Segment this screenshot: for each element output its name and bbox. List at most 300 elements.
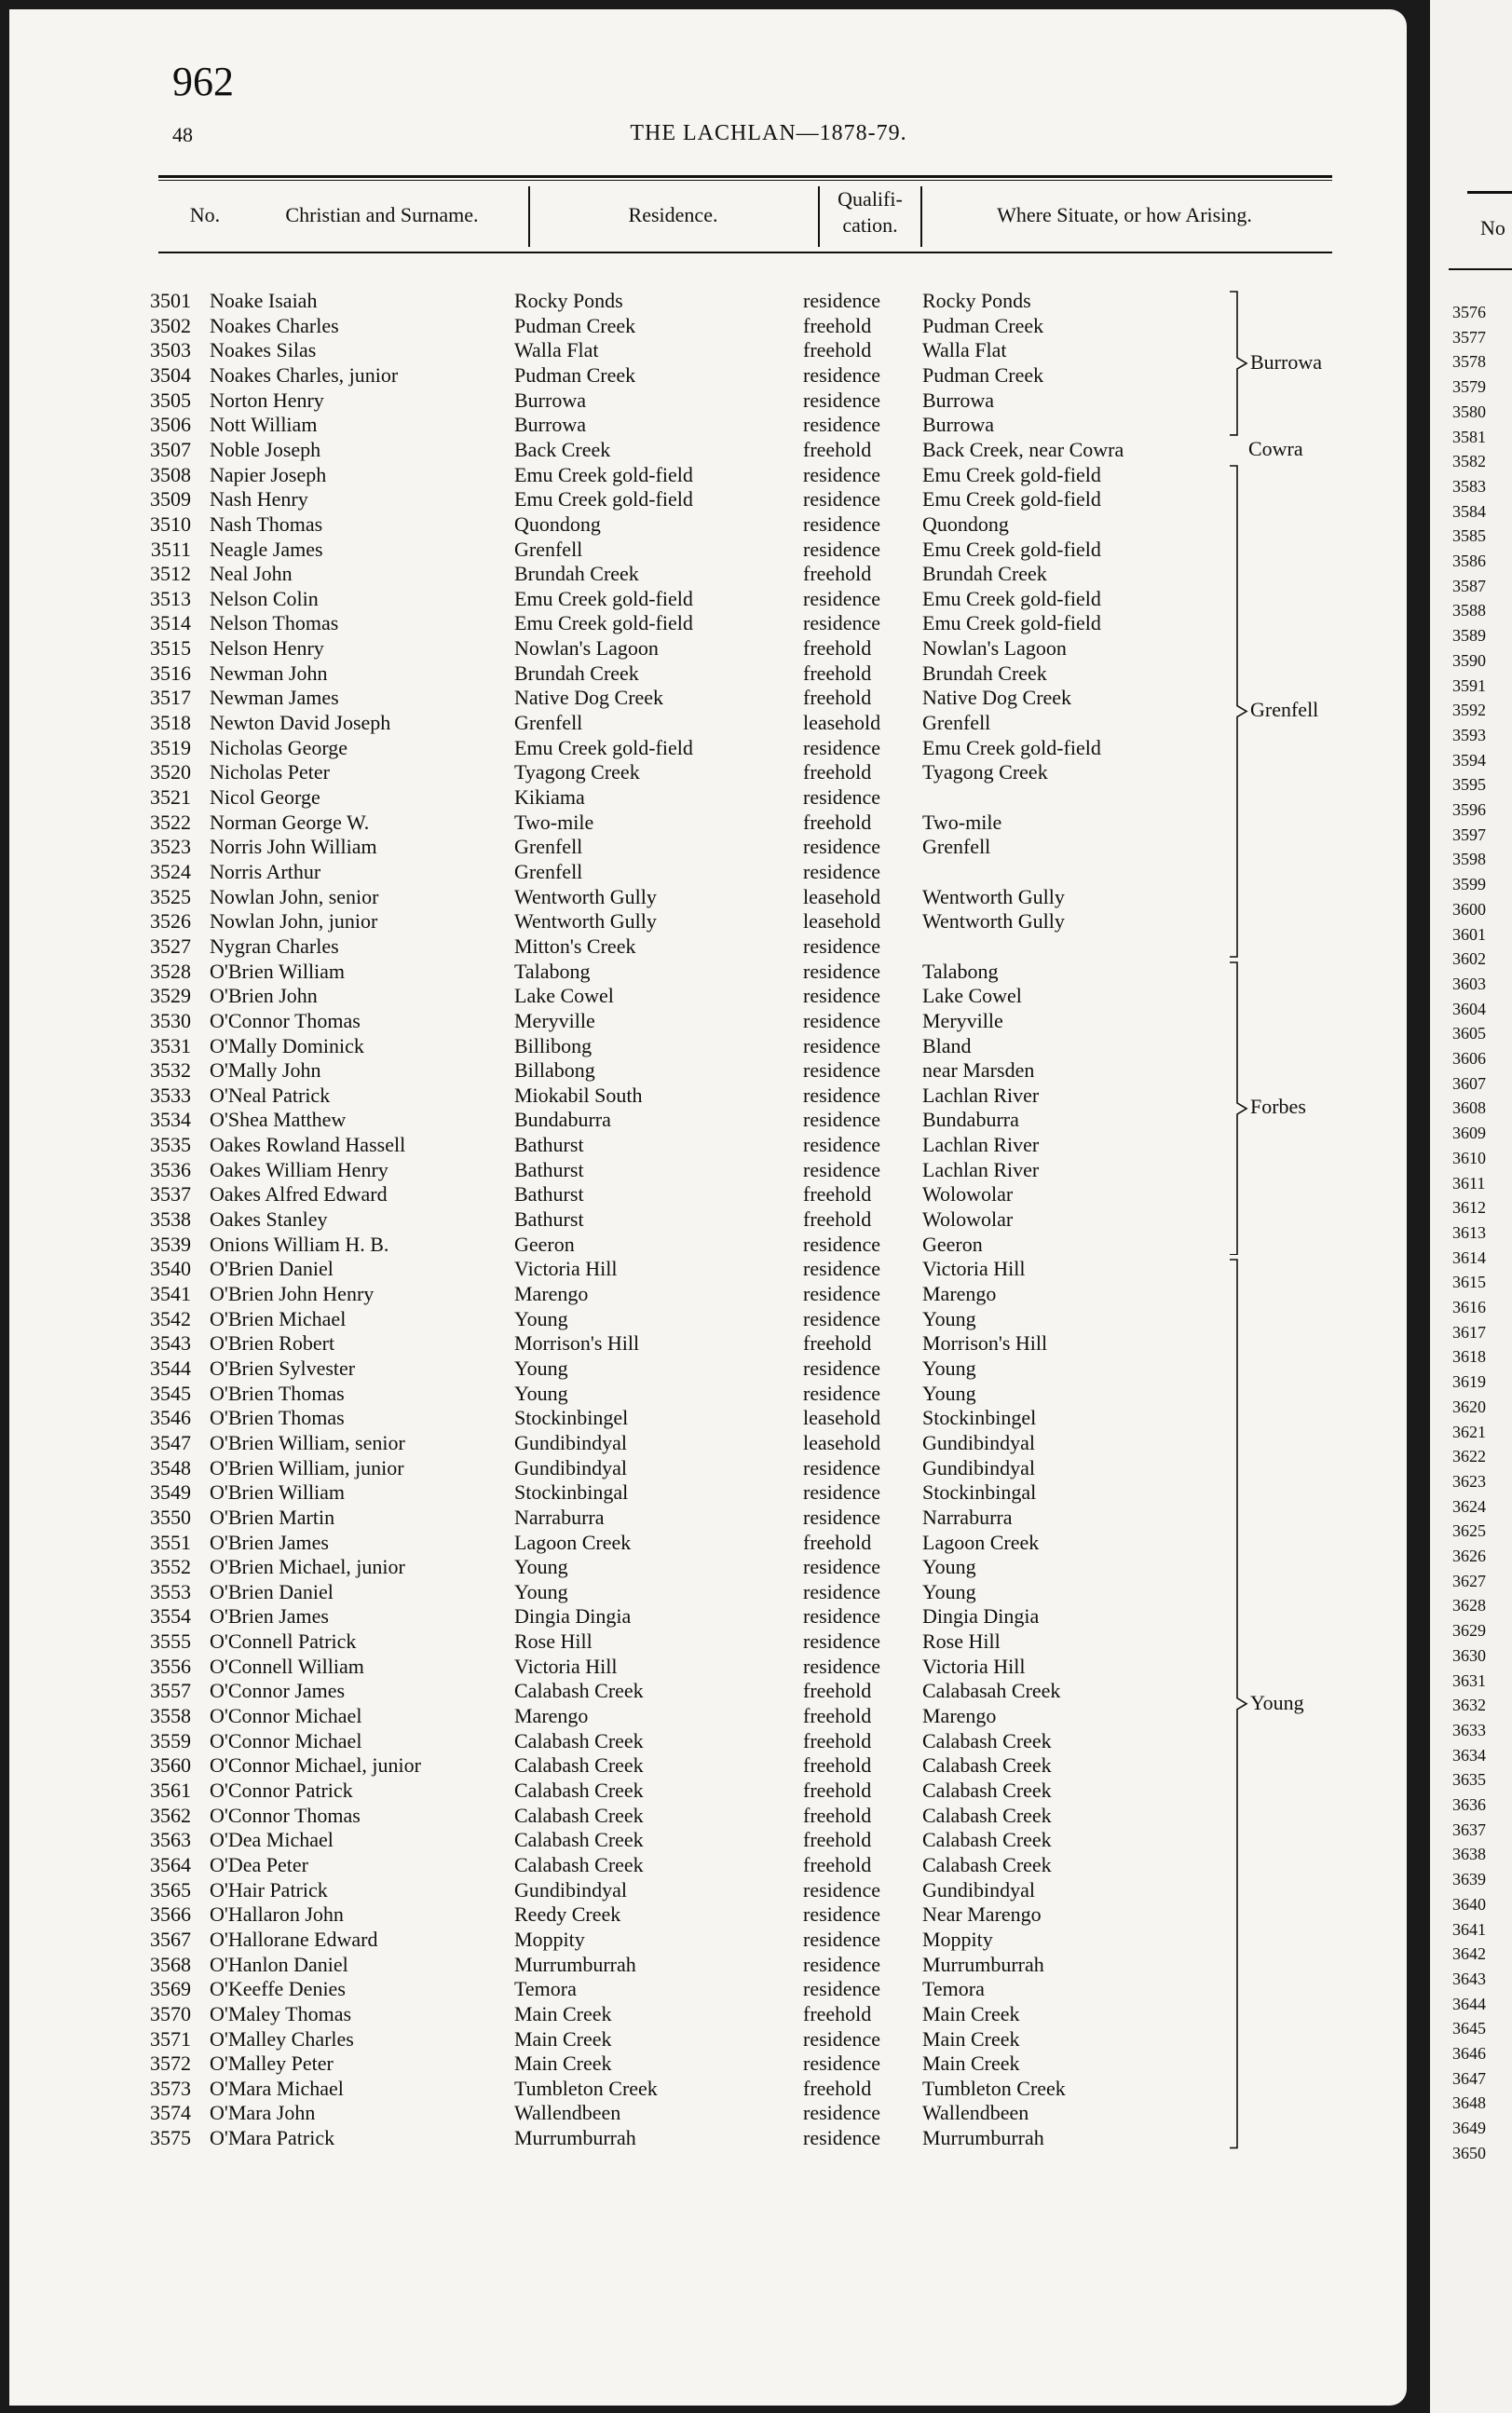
entry-where-situate: Wolowolar (922, 1207, 1014, 1232)
adjacent-entry-number: 3634 (1452, 1745, 1486, 1765)
adjacent-entry-number: 3633 (1452, 1720, 1486, 1739)
adjacent-entry-number: 3647 (1452, 2068, 1486, 2088)
entry-qualification: freehold (803, 1852, 872, 1876)
entry-residence: Talabong (514, 959, 591, 983)
entry-qualification: residence (803, 2101, 881, 2125)
entry-residence: Calabash Creek (514, 1852, 644, 1876)
entry-name: O'Brien John Henry (210, 1282, 375, 1305)
entry-number: 3512 (150, 562, 191, 586)
adjacent-entry-number: 3637 (1452, 1820, 1486, 1839)
adjacent-entry-number: 3638 (1452, 1845, 1486, 1864)
adjacent-entry-number: 3585 (1452, 526, 1486, 546)
entry-name: O'Connor Michael (210, 1704, 362, 1728)
entry-where-situate: Quondong (922, 511, 1009, 536)
adjacent-entry-number: 3618 (1452, 1347, 1486, 1367)
entry-number: 3573 (150, 2076, 191, 2100)
entry-qualification: residence (803, 462, 881, 486)
entry-qualification: residence (803, 1604, 881, 1629)
district-label: Burrowa (1250, 349, 1322, 374)
district-brace (1228, 291, 1248, 436)
district-brace (1228, 465, 1248, 958)
entry-residence: Burrowa (514, 413, 586, 437)
entry-name: Nash Henry (210, 487, 308, 511)
adjacent-entry-number: 3628 (1452, 1596, 1486, 1615)
entry-qualification: freehold (803, 1182, 872, 1206)
entry-name: O'Maley Thomas (210, 2001, 352, 2025)
entry-residence: Emu Creek gold-field (514, 487, 693, 511)
entry-where-situate: Moppity (922, 1927, 993, 1951)
adjacent-entry-number: 3616 (1452, 1298, 1486, 1316)
entry-qualification: residence (803, 1083, 881, 1107)
adjacent-page (1430, 0, 1512, 2413)
entry-where-situate: Morrison's Hill (922, 1331, 1048, 1356)
entry-residence: Emu Creek gold-field (514, 586, 693, 610)
entry-number: 3504 (150, 362, 191, 387)
entry-name: O'Brien John (210, 984, 318, 1008)
adjacent-entry-number: 3631 (1452, 1670, 1486, 1690)
entry-residence: Victoria Hill (514, 1257, 618, 1281)
entry-where-situate: Gundibindyal (922, 1430, 1035, 1454)
entry-name: O'Brien Daniel (210, 1257, 334, 1281)
entry-number: 3568 (150, 1952, 191, 1976)
folio-number: 962 (172, 59, 234, 104)
entry-residence: Billabong (514, 1058, 595, 1083)
entry-residence: Marengo (514, 1704, 589, 1728)
entry-number: 3526 (150, 909, 191, 934)
adjacent-entry-number: 3624 (1452, 1496, 1486, 1516)
entry-qualification: freehold (803, 1704, 872, 1728)
entry-number: 3520 (150, 760, 191, 784)
entry-qualification: freehold (803, 661, 872, 685)
entry-residence: Quondong (514, 511, 601, 536)
district-brace (1228, 961, 1248, 1256)
entry-qualification: residence (803, 1952, 881, 1976)
header-rule-bottom (158, 252, 1332, 253)
entry-where-situate: Calabash Creek (922, 1728, 1052, 1752)
adjacent-entry-number: 3597 (1452, 825, 1486, 844)
entry-qualification: residence (803, 289, 881, 312)
entry-residence: Gundibindyal (514, 1877, 627, 1902)
entry-number: 3531 (150, 1033, 191, 1057)
adjacent-entry-number: 3602 (1452, 949, 1486, 969)
entry-residence: Bundaburra (514, 1108, 611, 1132)
entry-name: O'Neal Patrick (210, 1083, 331, 1107)
entry-qualification: freehold (803, 686, 872, 710)
entry-where-situate: Lagoon Creek (922, 1530, 1040, 1554)
entry-where-situate: Two-mile (922, 810, 1002, 834)
entry-qualification: residence (803, 735, 881, 759)
entry-qualification: residence (803, 511, 881, 536)
adjacent-entry-number: 3583 (1452, 476, 1486, 496)
entry-where-situate: Gundibindyal (922, 1877, 1035, 1902)
entry-where-situate: Young (922, 1356, 976, 1380)
entry-name: O'Brien Michael (210, 1306, 347, 1330)
entry-residence: Bathurst (514, 1133, 584, 1157)
entry-residence: Murrumburrah (514, 2126, 636, 2150)
entry-number: 3517 (150, 686, 191, 710)
entry-qualification: freehold (803, 1803, 872, 1827)
entry-number: 3535 (150, 1133, 191, 1157)
entry-name: O'Brien Sylvester (210, 1356, 356, 1380)
entry-residence: Back Creek (514, 437, 611, 461)
entry-where-situate: Emu Creek gold-field (922, 735, 1101, 759)
entry-qualification: residence (803, 1033, 881, 1057)
entry-name: O'Malley Peter (210, 2052, 334, 2076)
entry-name: Noake Isaiah (210, 289, 318, 312)
entry-number: 3553 (150, 1579, 191, 1603)
entry-number: 3503 (150, 338, 191, 362)
entry-name: O'Connor Thomas (210, 1008, 361, 1032)
entry-number: 3510 (150, 511, 191, 536)
entry-residence: Murrumburrah (514, 1952, 636, 1976)
adjacent-rule-top (1467, 191, 1512, 194)
entry-name: O'Hair Patrick (210, 1877, 328, 1902)
entry-name: O'Mara John (210, 2101, 316, 2125)
entry-where-situate: Calabash Creek (922, 1803, 1052, 1827)
entry-qualification: freehold (803, 338, 872, 362)
entry-name: O'Brien Michael, junior (210, 1555, 405, 1579)
entry-where-situate: Rocky Ponds (922, 289, 1031, 312)
district-label: Grenfell (1250, 698, 1319, 722)
entry-where-situate: Calabasah Creek (922, 1679, 1061, 1703)
adjacent-entry-number: 3577 (1452, 327, 1486, 347)
entry-number: 3561 (150, 1779, 191, 1802)
entry-where-situate: Wentworth Gully (922, 884, 1065, 908)
district-label: Forbes (1250, 1095, 1306, 1119)
entry-where-situate: Emu Creek gold-field (922, 462, 1101, 486)
adjacent-entry-number: 3594 (1452, 750, 1486, 770)
entry-number: 3558 (150, 1704, 191, 1728)
entry-where-situate: Emu Creek gold-field (922, 586, 1101, 610)
entry-where-situate: Wolowolar (922, 1182, 1014, 1206)
entry-number: 3521 (150, 785, 191, 809)
entry-where-situate: Wentworth Gully (922, 909, 1065, 934)
header-rule-top-thin (158, 180, 1332, 181)
entry-qualification: freehold (803, 1331, 872, 1356)
entry-number: 3564 (150, 1852, 191, 1876)
adjacent-entry-number: 3619 (1452, 1372, 1486, 1392)
entry-number: 3518 (150, 711, 191, 735)
adjacent-entry-number: 3639 (1452, 1870, 1486, 1889)
entry-where-situate: Murrumburrah (922, 2126, 1044, 2150)
entry-where-situate: Young (922, 1579, 976, 1603)
entry-number: 3563 (150, 1828, 191, 1852)
entry-residence: Bathurst (514, 1157, 584, 1181)
adjacent-entry-number: 3630 (1452, 1645, 1486, 1665)
entry-qualification: residence (803, 388, 881, 412)
entry-qualification: residence (803, 984, 881, 1008)
entry-where-situate: Calabash Creek (922, 1753, 1052, 1778)
entry-name: O'Mally Dominick (210, 1033, 364, 1057)
adjacent-entry-number: 3648 (1452, 2093, 1486, 2113)
entry-residence: Main Creek (514, 2052, 612, 2076)
entry-name: O'Brien Thomas (210, 1406, 345, 1430)
entry-name: O'Brien Daniel (210, 1579, 334, 1603)
entry-name: Norris Arthur (210, 859, 321, 883)
entry-residence: Grenfell (514, 711, 583, 735)
entry-qualification: residence (803, 1306, 881, 1330)
entry-number: 3530 (150, 1008, 191, 1032)
entry-qualification: residence (803, 1555, 881, 1579)
entry-residence: Lagoon Creek (514, 1530, 632, 1554)
entry-where-situate: Pudman Creek (922, 313, 1044, 337)
entry-residence: Wentworth Gully (514, 909, 657, 934)
adjacent-entry-number: 3614 (1452, 1247, 1486, 1267)
entry-number: 3551 (150, 1530, 191, 1554)
entry-residence: Main Creek (514, 2001, 612, 2025)
entry-number: 3514 (150, 611, 191, 635)
adjacent-entry-number: 3615 (1452, 1273, 1486, 1292)
entry-name: Oakes William Henry (210, 1157, 388, 1181)
entry-residence: Young (514, 1381, 568, 1405)
adjacent-entry-number: 3589 (1452, 626, 1486, 646)
entry-number: 3513 (150, 586, 191, 610)
entry-qualification: residence (803, 413, 881, 437)
adjacent-entry-number: 3591 (1452, 675, 1486, 695)
adjacent-entry-number: 3650 (1452, 2143, 1486, 2162)
entry-number: 3570 (150, 2001, 191, 2025)
entry-name: O'Dea Michael (210, 1828, 334, 1852)
entry-qualification: residence (803, 959, 881, 983)
adjacent-entry-number: 3576 (1452, 303, 1486, 321)
column-header-name: Christian and Surname. (285, 203, 479, 226)
entry-qualification: leasehold (803, 1430, 881, 1454)
district-brace (1228, 1259, 1248, 2148)
entry-number: 3546 (150, 1406, 191, 1430)
entry-qualification: residence (803, 1058, 881, 1083)
entry-number: 3574 (150, 2101, 191, 2125)
adjacent-entry-number: 3608 (1452, 1098, 1486, 1118)
entry-name: O'Connor Thomas (210, 1803, 361, 1827)
entry-residence: Gundibindyal (514, 1455, 627, 1479)
entry-name: O'Hallorane Edward (210, 1927, 378, 1951)
entry-name: O'Brien William (210, 959, 346, 983)
entry-number: 3505 (150, 388, 191, 412)
adjacent-entry-number: 3610 (1452, 1148, 1486, 1167)
entry-qualification: residence (803, 1282, 881, 1305)
entry-name: Oakes Rowland Hassell (210, 1133, 406, 1157)
entry-qualification: leasehold (803, 1406, 881, 1430)
entry-where-situate: Geeron (922, 1232, 983, 1256)
column-separator (818, 186, 820, 247)
entry-qualification: freehold (803, 760, 872, 784)
entry-where-situate: Nowlan's Lagoon (922, 636, 1067, 661)
entry-where-situate: Lachlan River (922, 1133, 1040, 1157)
entry-where-situate: Rose Hill (922, 1629, 1001, 1654)
entry-number: 3567 (150, 1927, 191, 1951)
header-rule-top (158, 175, 1332, 178)
entry-residence: Calabash Creek (514, 1679, 644, 1703)
entry-name: O'Connor Michael, junior (210, 1753, 421, 1778)
entry-where-situate: Burrowa (922, 388, 994, 412)
entry-residence: Lake Cowel (514, 984, 614, 1008)
entry-name: O'Hanlon Daniel (210, 1952, 348, 1976)
entry-name: Nygran Charles (210, 934, 339, 958)
column-header-residence: Residence. (628, 203, 718, 226)
entry-where-situate: Walla Flat (922, 338, 1007, 362)
entry-number: 3506 (150, 413, 191, 437)
entry-name: Noakes Silas (210, 338, 317, 362)
entry-where-situate: Tumbleton Creek (922, 2076, 1066, 2100)
entry-number: 3542 (150, 1306, 191, 1330)
entry-residence: Stockinbingal (514, 1480, 629, 1505)
entry-where-situate: Wallendbeen (922, 2101, 1029, 2125)
adjacent-entry-number: 3620 (1452, 1397, 1486, 1416)
entry-number: 3501 (150, 289, 191, 312)
entry-qualification: freehold (803, 437, 872, 461)
entry-name: O'Brien James (210, 1530, 329, 1554)
entry-residence: Main Creek (514, 2026, 612, 2051)
entry-where-situate: Young (922, 1306, 976, 1330)
entry-name: Nelson Thomas (210, 611, 339, 635)
district-label: Young (1250, 1691, 1304, 1715)
entry-qualification: residence (803, 1927, 881, 1951)
entry-number: 3508 (150, 462, 191, 486)
entry-qualification: residence (803, 1654, 881, 1678)
entry-residence: Stockinbingel (514, 1406, 629, 1430)
adjacent-entry-number: 3612 (1452, 1198, 1486, 1218)
entry-number: 3532 (150, 1058, 191, 1083)
entry-number: 3550 (150, 1505, 191, 1529)
entry-where-situate: Bundaburra (922, 1108, 1019, 1132)
entry-qualification: leasehold (803, 884, 881, 908)
entry-residence: Morrison's Hill (514, 1331, 640, 1356)
entry-name: Newman James (210, 686, 339, 710)
entry-qualification: residence (803, 1902, 881, 1927)
entry-number: 3523 (150, 835, 191, 859)
entry-residence: Dingia Dingia (514, 1604, 632, 1629)
adjacent-entry-number: 3582 (1452, 452, 1486, 471)
entry-qualification: residence (803, 1877, 881, 1902)
entry-residence: Young (514, 1579, 568, 1603)
entry-name: Nowlan John, junior (210, 909, 378, 934)
entry-residence: Grenfell (514, 537, 583, 561)
district-label: Cowra (1248, 437, 1303, 461)
adjacent-entry-number: 3592 (1452, 701, 1486, 720)
adjacent-entry-number: 3588 (1452, 601, 1486, 620)
entry-number: 3538 (150, 1207, 191, 1232)
entry-where-situate: Lake Cowel (922, 984, 1022, 1008)
entry-name: O'Mally John (210, 1058, 321, 1083)
entry-number: 3555 (150, 1629, 191, 1654)
entry-name: O'Mara Patrick (210, 2126, 335, 2150)
entry-name: Nicholas Peter (210, 760, 330, 784)
entry-qualification: residence (803, 586, 881, 610)
entry-qualification: residence (803, 1505, 881, 1529)
entry-residence: Young (514, 1306, 568, 1330)
adjacent-entry-number: 3632 (1452, 1696, 1486, 1715)
entry-name: Onions William H. B. (210, 1232, 389, 1256)
entry-qualification: freehold (803, 1828, 872, 1852)
adjacent-entry-number: 3580 (1452, 402, 1486, 421)
entry-where-situate: Lachlan River (922, 1083, 1040, 1107)
entry-where-situate: Brundah Creek (922, 562, 1047, 586)
entry-residence: Calabash Creek (514, 1803, 644, 1827)
entry-where-situate: Grenfell (922, 711, 991, 735)
entry-number: 3516 (150, 661, 191, 685)
entry-number: 3548 (150, 1455, 191, 1479)
entry-name: O'Malley Charles (210, 2026, 354, 2051)
entry-qualification: freehold (803, 1728, 872, 1752)
adjacent-entry-number: 3584 (1452, 501, 1486, 521)
entry-where-situate: Victoria Hill (922, 1257, 1026, 1281)
entry-qualification: residence (803, 1008, 881, 1032)
entry-residence: Young (514, 1356, 568, 1380)
entry-qualification: freehold (803, 636, 872, 661)
adjacent-entry-number: 3646 (1452, 2044, 1486, 2063)
entry-number: 3565 (150, 1877, 191, 1902)
entry-qualification: freehold (803, 1207, 872, 1232)
entry-name: O'Brien Robert (210, 1331, 335, 1356)
entry-name: Norton Henry (210, 388, 324, 412)
entry-name: Newman John (210, 661, 328, 685)
entry-name: O'Keeffe Denies (210, 1977, 346, 2001)
entry-where-situate: Emu Creek gold-field (922, 537, 1101, 561)
entry-where-situate: Murrumburrah (922, 1952, 1044, 1976)
adjacent-entry-number: 3581 (1452, 427, 1486, 446)
entry-residence: Mitton's Creek (514, 934, 636, 958)
entry-qualification: freehold (803, 810, 872, 834)
entry-where-situate: Main Creek (922, 2001, 1020, 2025)
entry-where-situate: Temora (922, 1977, 985, 2001)
entry-residence: Meryville (514, 1008, 595, 1032)
entry-residence: Moppity (514, 1927, 585, 1951)
entry-residence: Reedy Creek (514, 1902, 621, 1927)
entry-residence: Tumbleton Creek (514, 2076, 658, 2100)
adjacent-rule-bottom (1449, 268, 1512, 270)
entry-residence: Grenfell (514, 859, 583, 883)
entry-where-situate: Young (922, 1381, 976, 1405)
entry-name: O'Brien Martin (210, 1505, 335, 1529)
column-header-qualification: Qualifi-cation. (838, 187, 903, 237)
entry-name: O'Connor Michael (210, 1728, 362, 1752)
entry-name: O'Mara Michael (210, 2076, 344, 2100)
adjacent-entry-number: 3627 (1452, 1571, 1486, 1590)
column-header-no: No. (189, 203, 221, 226)
entry-residence: Temora (514, 1977, 577, 2001)
entry-residence: Geeron (514, 1232, 575, 1256)
adjacent-entry-number: 3603 (1452, 974, 1486, 993)
entry-residence: Young (514, 1555, 568, 1579)
entry-residence: Tyagong Creek (514, 760, 640, 784)
entry-number: 3560 (150, 1753, 191, 1778)
entry-qualification: freehold (803, 2001, 872, 2025)
entry-number: 3539 (150, 1232, 191, 1256)
adjacent-entry-number: 3596 (1452, 800, 1486, 819)
adjacent-entry-number: 3640 (1452, 1894, 1486, 1914)
entry-where-situate: Lachlan River (922, 1157, 1040, 1181)
entry-residence: Marengo (514, 1282, 589, 1305)
entry-residence: Victoria Hill (514, 1654, 618, 1678)
entry-residence: Calabash Creek (514, 1753, 644, 1778)
entry-name: Noakes Charles (210, 313, 339, 337)
entry-name: Nicholas George (210, 735, 348, 759)
adjacent-entry-number: 3606 (1452, 1049, 1486, 1068)
entry-qualification: residence (803, 1356, 881, 1380)
entry-qualification: residence (803, 2126, 881, 2150)
entry-residence: Pudman Creek (514, 362, 636, 387)
entry-qualification: residence (803, 1480, 881, 1505)
entry-where-situate: Young (922, 1555, 976, 1579)
entry-where-situate: Gundibindyal (922, 1455, 1035, 1479)
entry-qualification: freehold (803, 1779, 872, 1802)
entry-name: O'Brien James (210, 1604, 329, 1629)
entry-qualification: freehold (803, 1753, 872, 1778)
adjacent-entry-number: 3643 (1452, 1969, 1486, 1988)
adjacent-entry-number: 3623 (1452, 1471, 1486, 1491)
adjacent-entry-number: 3611 (1452, 1173, 1486, 1193)
entry-where-situate: Marengo (922, 1704, 997, 1728)
